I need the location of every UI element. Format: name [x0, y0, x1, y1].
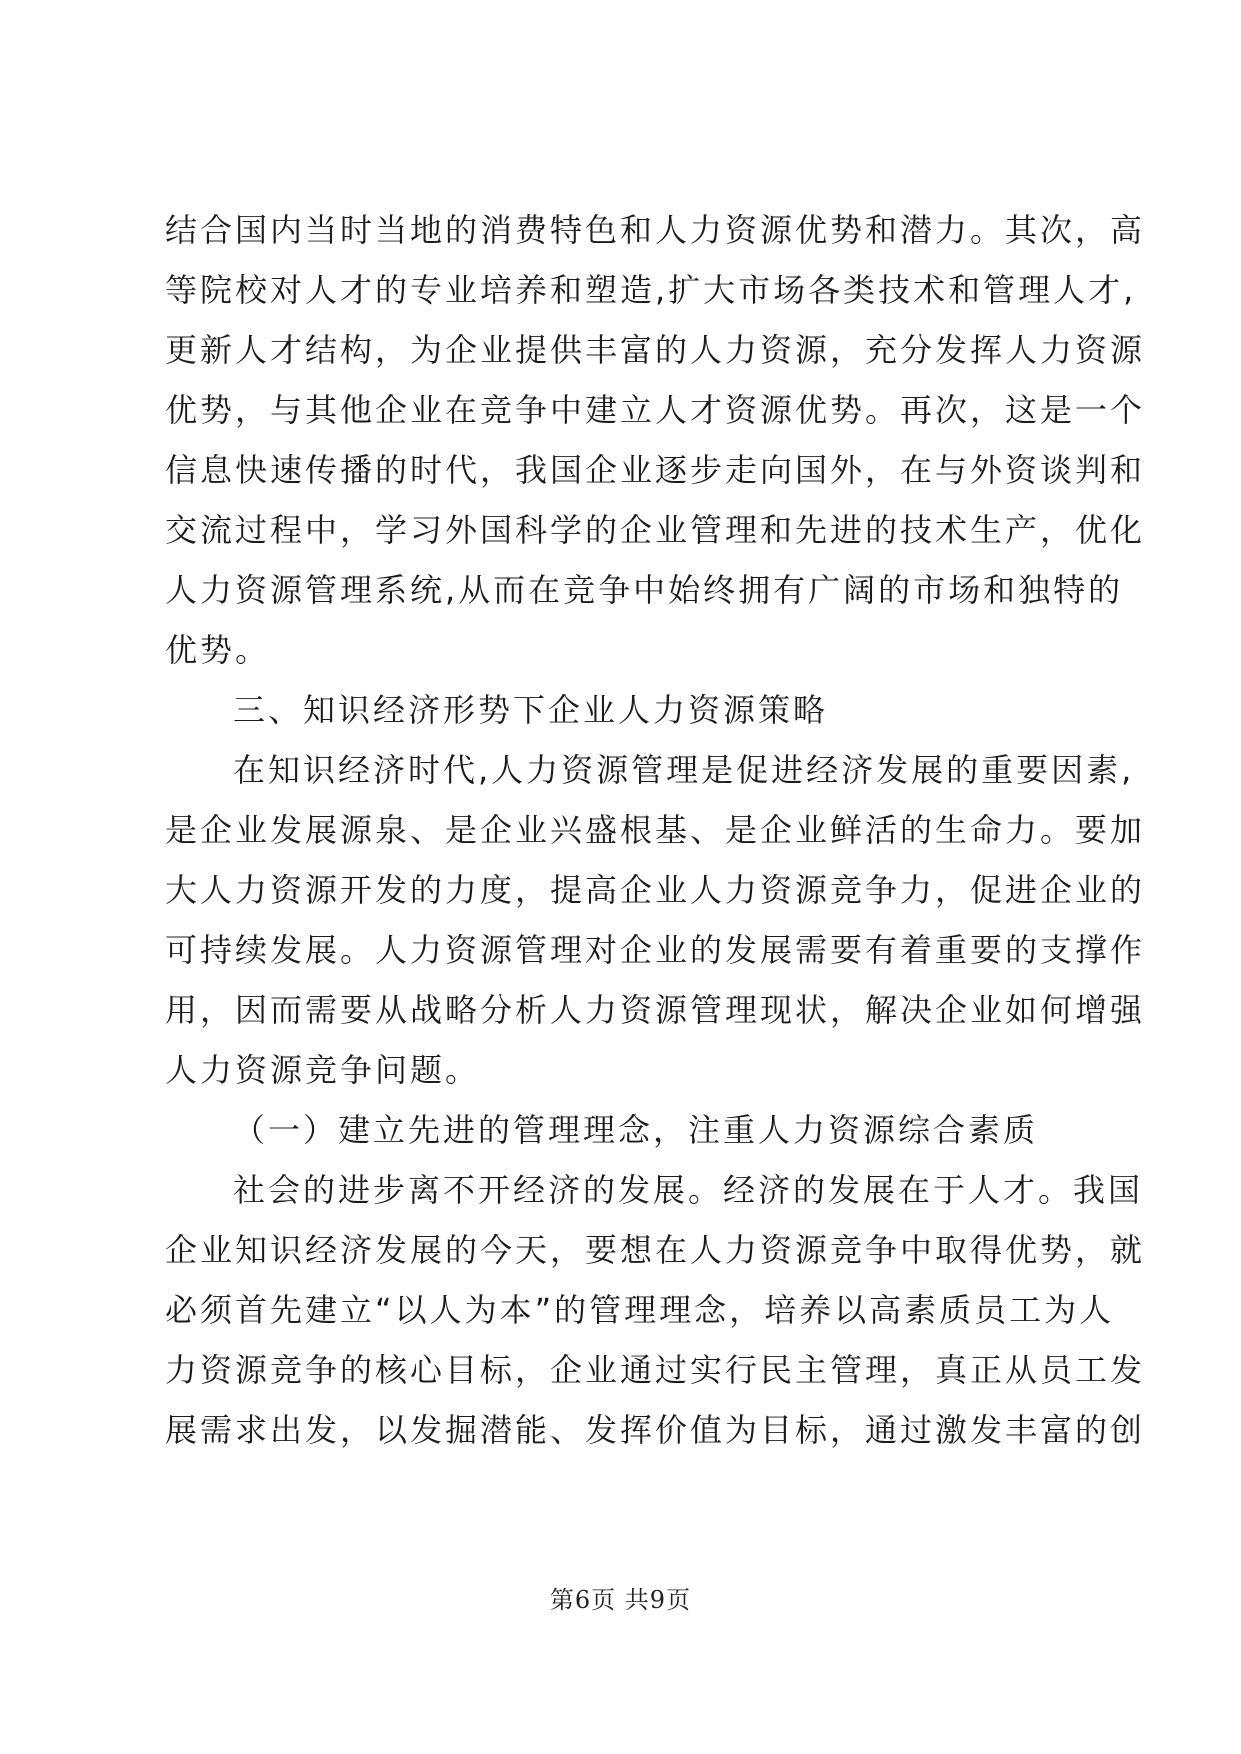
page-number-footer: 第6页 共9页 [549, 1586, 692, 1614]
body-line: 信息快速传播的时代，我国企业逐步走向国外，在与外资谈判和 [165, 451, 1146, 489]
body-line: 社会的进步离不开经济的发展。经济的发展在于人才。我国 [233, 1171, 1144, 1209]
body-line: 人力资源管理系统,从而在竞争中始终拥有广阔的市场和独特的 [165, 571, 1124, 609]
body-line: 力资源竞争的核心目标，企业通过实行民主管理，真正从员工发 [165, 1351, 1146, 1389]
subsection-heading: （一）建立先进的管理理念，注重人力资源综合素质 [233, 1111, 1039, 1149]
section-heading: 三、知识经济形势下企业人力资源策略 [233, 691, 829, 729]
body-line: 结合国内当时当地的消费特色和人力资源优势和潜力。其次，高 [165, 211, 1146, 249]
body-line: 展需求出发，以发掘潜能、发挥价值为目标，通过激发丰富的创 [165, 1411, 1146, 1449]
body-line: 交流过程中，学习外国科学的企业管理和先进的技术生产，优化 [165, 511, 1146, 549]
body-line: 人力资源竞争问题。 [165, 1051, 481, 1089]
body-line: 大人力资源开发的力度，提高企业人力资源竞争力，促进企业的 [165, 871, 1146, 909]
body-line: 可持续发展。人力资源管理对企业的发展需要有着重要的支撑作 [165, 931, 1146, 969]
body-line: 用，因而需要从战略分析人力资源管理现状，解决企业如何增强 [165, 991, 1146, 1029]
body-line: 是企业发展源泉、是企业兴盛根基、是企业鲜活的生命力。要加 [165, 811, 1146, 849]
body-line: 企业知识经济发展的今天，要想在人力资源竞争中取得优势，就 [165, 1231, 1146, 1269]
body-line: 优势，与其他企业在竞争中建立人才资源优势。再次，这是一个 [165, 391, 1146, 429]
body-line: 在知识经济时代,人力资源管理是促进经济发展的重要因素, [233, 751, 1135, 789]
body-line: 更新人才结构，为企业提供丰富的人力资源，充分发挥人力资源 [165, 331, 1146, 369]
body-line: 等院校对人才的专业培养和塑造,扩大市场各类技术和管理人才, [165, 271, 1137, 309]
body-line: 必须首先建立“以人为本”的管理理念，培养以高素质员工为人 [165, 1291, 1115, 1329]
body-line: 优势。 [165, 631, 271, 669]
